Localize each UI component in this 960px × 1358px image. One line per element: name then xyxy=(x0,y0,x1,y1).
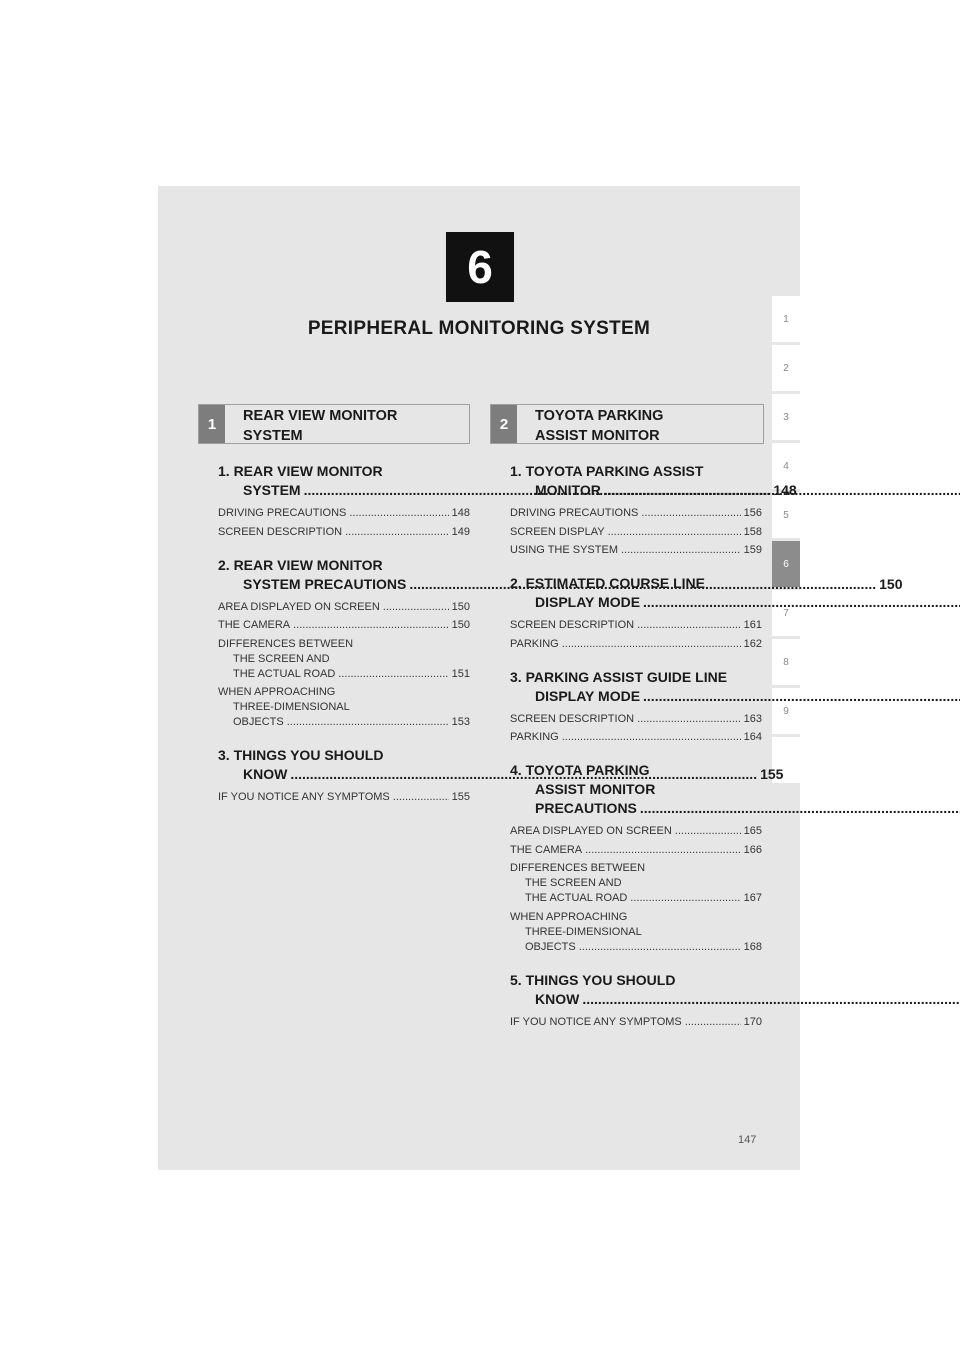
toc-column-2 xyxy=(510,462,762,1046)
toc-subentry[interactable]: PARKING ..... 164 xyxy=(510,730,762,745)
toc-subentry[interactable]: IF YOU NOTICE ANY SYMPTOMS ..... 170 xyxy=(510,1015,762,1030)
chapter-tab-7[interactable]: 7 xyxy=(772,590,800,636)
page-ref: 150 xyxy=(451,619,470,631)
toc-subentry[interactable]: SCREEN DESCRIPTION ..... 163 xyxy=(510,712,762,727)
toc-subentry[interactable]: THE CAMERA ..... 166 xyxy=(510,843,762,858)
page-ref: 164 xyxy=(743,731,762,743)
toc-entry-title[interactable]: 5. THINGS YOU SHOULD KNOW ..... xyxy=(510,971,762,1009)
page-ref: 148 xyxy=(451,507,470,519)
toc-entry[interactable] xyxy=(510,574,762,652)
chapter-tab-8[interactable]: 8 xyxy=(772,639,800,685)
chapter-tab-9[interactable]: 9 xyxy=(772,688,800,734)
page-ref: 156 xyxy=(743,507,762,519)
page-ref: 163 xyxy=(743,712,762,725)
page-ref: 162 xyxy=(743,637,762,650)
page-number: 147 xyxy=(738,1134,757,1146)
page-ref: 167 xyxy=(743,892,762,904)
toc-subentry[interactable]: IF YOU NOTICE ANY SYMPTOMS ..... 155 xyxy=(218,790,470,805)
section-label: TOYOTA PARKING ASSIST MONITOR xyxy=(535,408,664,444)
toc-subentry[interactable]: SCREEN DESCRIPTION ..... 149 xyxy=(218,525,470,540)
section-label: REAR VIEW MONITOR SYSTEM xyxy=(243,408,398,444)
page-ref: 153 xyxy=(451,716,470,728)
page-ref: 155 xyxy=(451,791,470,803)
toc-entry-title[interactable]: 2. ESTIMATED COURSE LINE DISPLAY MODE ..... xyxy=(510,574,762,612)
chapter-number: 6 xyxy=(467,241,493,293)
chapter-tab-3[interactable]: 3 xyxy=(772,394,800,440)
toc-entry-title[interactable]: 1. TOYOTA PARKING ASSIST MONITOR ..... xyxy=(510,462,762,500)
toc-subentry[interactable]: DRIVING PRECAUTIONS ..... 156 xyxy=(510,506,762,521)
toc-subentry[interactable]: AREA DISPLAYED ON SCREEN ..... 150 xyxy=(218,600,470,615)
page-ref: 148 xyxy=(773,482,797,498)
toc-subentry[interactable]: DRIVING PRECAUTIONS ..... 148 xyxy=(218,506,470,521)
page-ref: 151 xyxy=(451,667,470,680)
toc-entry-title[interactable]: 3. THINGS YOU SHOULD KNOW ..... 155 xyxy=(218,746,470,784)
section-number: 1 xyxy=(199,405,225,443)
page-ref: 150 xyxy=(879,575,903,592)
toc-subentry[interactable]: SCREEN DESCRIPTION ..... 161 xyxy=(510,618,762,633)
toc-entry-title[interactable]: 4. TOYOTA PARKING ASSIST MONITOR PRECAUTIONS ..... xyxy=(510,761,762,818)
section-header-1 xyxy=(198,404,470,444)
chapter-tab-2[interactable]: 2 xyxy=(772,345,800,391)
page-ref: 149 xyxy=(451,525,470,538)
page-ref: 165 xyxy=(743,825,762,837)
toc-subentry[interactable]: AREA DISPLAYED ON SCREEN ..... 165 xyxy=(510,824,762,839)
toc-entry-title[interactable]: 3. PARKING ASSIST GUIDE LINE DISPLAY MODE ..... xyxy=(510,668,762,706)
toc-subentry[interactable]: DIFFERENCES BETWEEN THE SCREEN AND THE ACTUAL ROAD ..... 167 xyxy=(510,861,762,906)
page-ref: 168 xyxy=(743,940,762,953)
page-ref: 159 xyxy=(743,544,762,556)
page-ref: 166 xyxy=(743,843,762,856)
toc-subentry[interactable]: WHEN APPROACHING THREE-DIMENSIONAL OBJECTS ..... 153 xyxy=(218,685,470,730)
toc-subentry[interactable]: USING THE SYSTEM ..... 159 xyxy=(510,543,762,558)
page-ref: 170 xyxy=(743,1015,762,1028)
section-number: 2 xyxy=(491,405,517,443)
page-ref: 155 xyxy=(760,766,784,782)
toc-entry[interactable] xyxy=(510,668,762,746)
chapter-tab-1[interactable]: 1 xyxy=(772,296,800,342)
page-ref: 150 xyxy=(451,600,470,613)
page-ref: 158 xyxy=(743,525,762,538)
chapter-tab-5[interactable]: 5 xyxy=(772,492,800,538)
toc-subentry[interactable]: THE CAMERA ..... 150 xyxy=(218,618,470,633)
toc-entry-title[interactable]: 1. REAR VIEW MONITOR SYSTEM ..... 148 xyxy=(218,462,470,500)
chapter-tab-4[interactable]: 4 xyxy=(772,443,800,489)
toc-subentry[interactable]: SCREEN DISPLAY ..... 158 xyxy=(510,525,762,540)
page-ref: 161 xyxy=(743,619,762,631)
toc-entry[interactable] xyxy=(510,761,762,955)
toc-entry[interactable] xyxy=(510,971,762,1030)
chapter-number-box xyxy=(446,232,514,302)
toc-entry-title[interactable]: 2. REAR VIEW MONITOR SYSTEM PRECAUTIONS ..... 150 xyxy=(218,556,470,594)
toc-subentry[interactable]: DIFFERENCES BETWEEN THE SCREEN AND THE ACTUAL ROAD ..... 151 xyxy=(218,637,470,682)
toc-entry[interactable] xyxy=(510,462,762,558)
toc-subentry[interactable]: PARKING ..... 162 xyxy=(510,637,762,652)
chapter-title: PERIPHERAL MONITORING SYSTEM xyxy=(307,318,651,339)
chapter-tab-6[interactable]: 6 xyxy=(772,541,800,587)
toc-subentry[interactable]: WHEN APPROACHING THREE-DIMENSIONAL OBJECTS ..... 168 xyxy=(510,910,762,955)
section-header-2 xyxy=(490,404,764,444)
